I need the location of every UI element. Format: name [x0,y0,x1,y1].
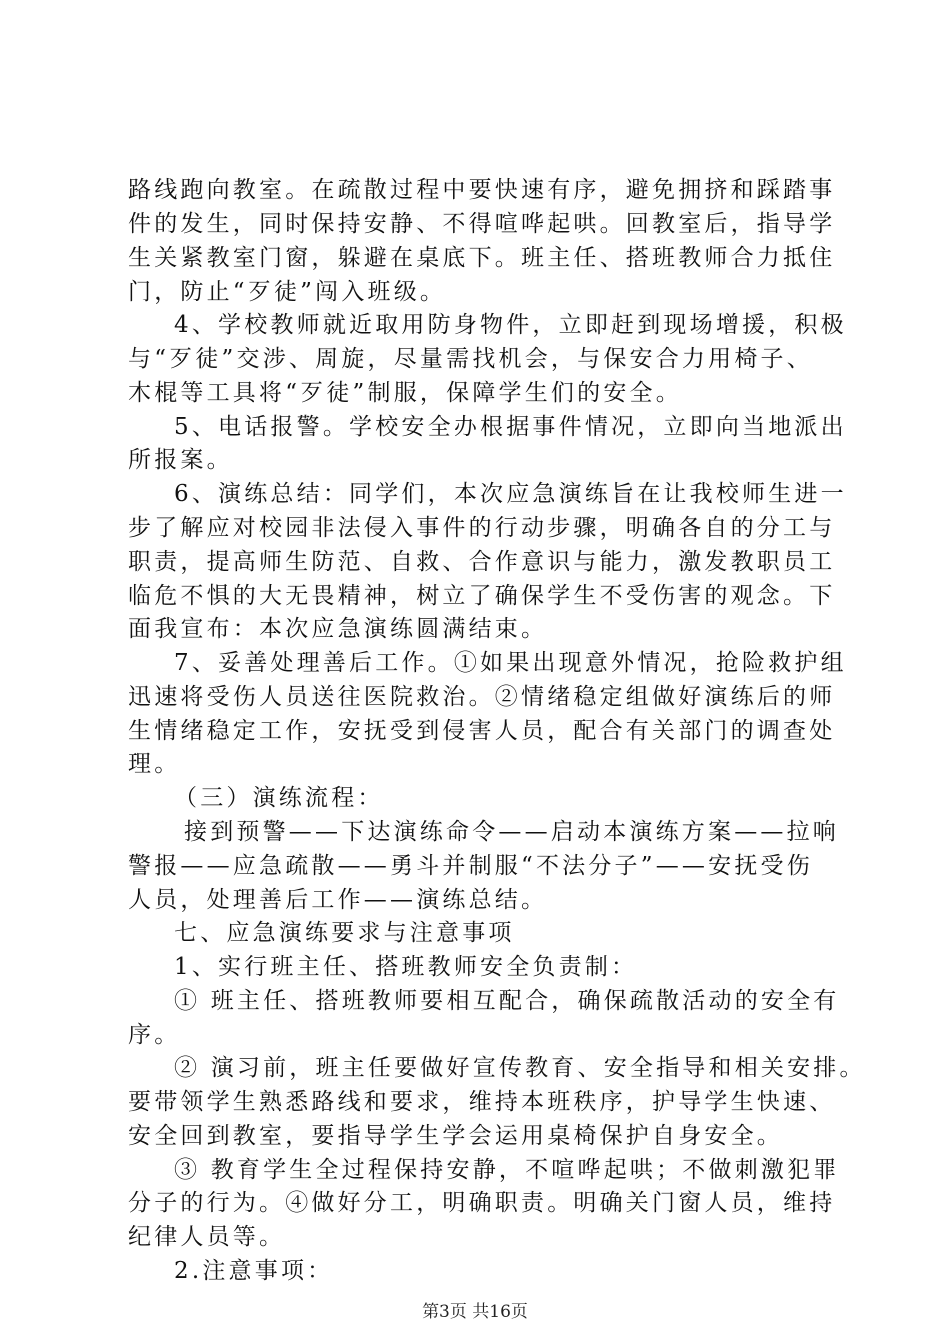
text-line: 临危不惧的大无畏精神，树立了确保学生不受伤害的观念。下 [128,583,836,609]
text-line: 步了解应对校园非法侵入事件的行动步骤，明确各自的分工与 [128,515,836,541]
text-line: 所报案。 [128,447,233,473]
text-line: 4、学校教师就近取用防身物件，立即赶到现场增援，积极 [174,312,847,338]
text-line: ③ 教育学生全过程保持安静，不喧哗起哄；不做刺激犯罪 [174,1157,840,1183]
text-line: 警报——应急疏散——勇斗并制服“不法分子”——安抚受伤 [128,853,813,879]
text-line: 木棍等工具将“歹徒”制服，保障学生们的安全。 [128,380,682,406]
text-line: ② 演习前，班主任要做好宣传教育、安全指导和相关安排。 [174,1055,866,1081]
text-line: 5、电话报警。学校安全办根据事件情况，立即向当地派出 [174,414,847,440]
section-heading: 2.注意事项： [174,1258,334,1284]
text-line: 7、妥善处理善后工作。①如果出现意外情况，抢险救护组 [174,650,847,676]
text-line: 件的发生，同时保持安静、不得喧哗起哄。回教室后，指导学 [128,211,836,237]
text-line: ① 班主任、搭班教师要相互配合，确保疏散活动的安全有 [174,988,840,1014]
page-number-footer: 第3页 共16页 [422,1302,528,1322]
text-line: 生关紧教室门窗，躲避在桌底下。班主任、搭班教师合力抵住 [128,245,836,271]
text-line: 接到预警——下达演练命令——启动本演练方案——拉响 [184,819,839,845]
text-line: 1、实行班主任、搭班教师安全负责制： [174,954,638,980]
text-line: 与“歹徒”交涉、周旋，尽量需找机会，与保安合力用椅子、 [128,346,813,372]
text-line: 理。 [128,751,181,777]
text-line: 路线跑向教室。在疏散过程中要快速有序，避免拥挤和踩踏事 [128,177,836,203]
section-heading: 七、应急演练要求与注意事项 [174,920,515,946]
text-line: 纪律人员等。 [128,1224,286,1250]
text-line: 迅速将受伤人员送往医院救治。②情绪稳定组做好演练后的师 [128,684,836,710]
text-line: 人员，处理善后工作——演练总结。 [128,887,548,913]
text-line: 序。 [128,1022,181,1048]
text-line: 门，防止“歹徒”闯入班级。 [128,279,447,305]
text-line: 6、演练总结：同学们，本次应急演练旨在让我校师生进一 [174,481,847,507]
section-heading: （三）演练流程： [174,785,384,811]
text-line: 面我宣布：本次应急演练圆满结束。 [128,616,548,642]
text-line: 分子的行为。④做好分工，明确职责。明确关门窗人员，维持 [128,1190,836,1216]
text-line: 职责，提高师生防范、自救、合作意识与能力，激发教职员工 [128,549,836,575]
text-line: 安全回到教室，要指导学生学会运用桌椅保护自身安全。 [128,1123,783,1149]
text-line: 生情绪稳定工作，安抚受到侵害人员，配合有关部门的调查处 [128,718,836,744]
text-line: 要带领学生熟悉路线和要求，维持本班秩序，护导学生快速、 [128,1089,836,1115]
